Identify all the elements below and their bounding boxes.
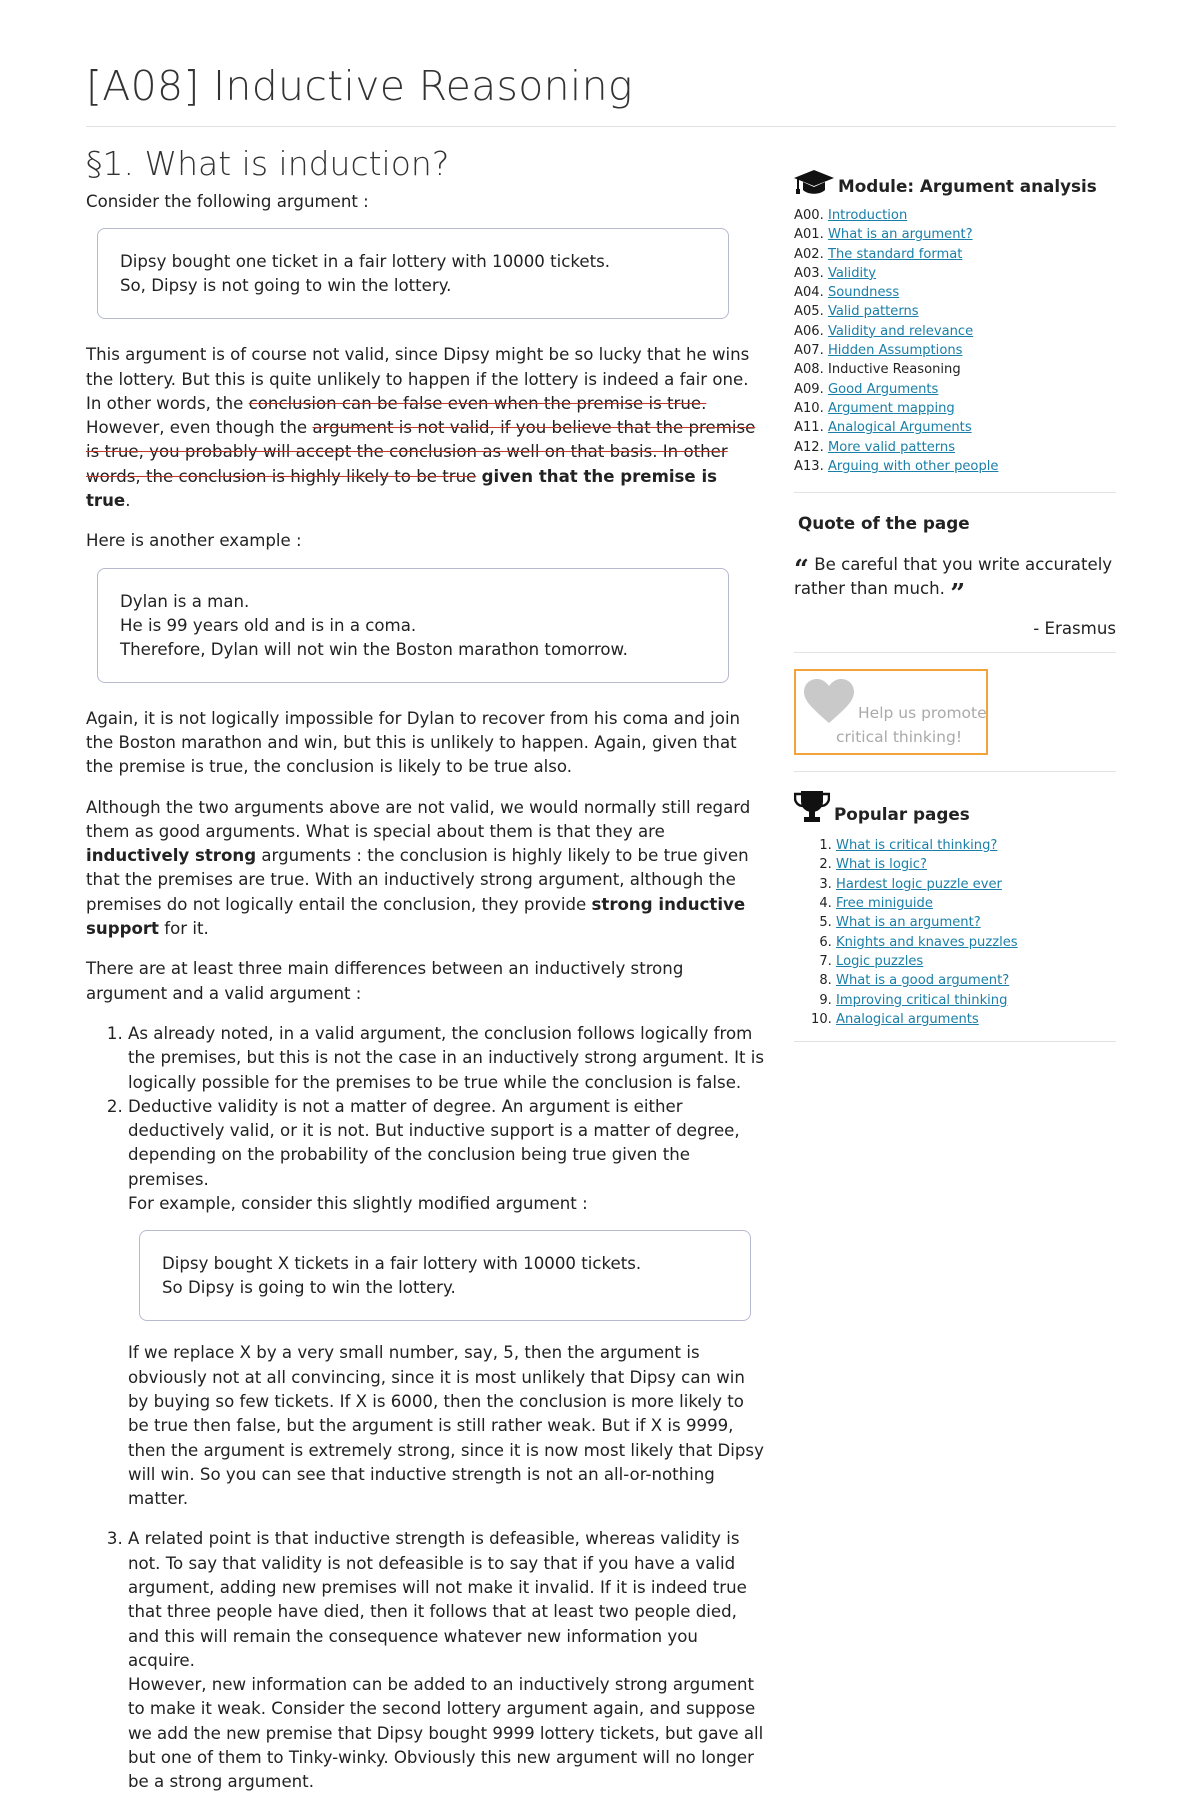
module-link[interactable]: What is an argument? (827, 227, 973, 243)
text-span: arguments : the conclusion is highly likely to be true given that the premises are true. With an inductively strong argument, although the premises do not logically entail the conclusion, they provide (86, 846, 749, 914)
module-code: A09. (794, 381, 824, 397)
list-item-text: However, new information can be added to an inductively strong argument to make it weak. Consider the second lottery argument again, and suppose we add the new premise that Dipsy bought 9999 lottery tickets, but gave all but one of them to Tinky-winky. Obviously this new argument will no longer be a strong argument. (128, 1675, 764, 1792)
list-item-text: For example, consider this slightly modified argument : (128, 1194, 588, 1214)
popular-link[interactable]: Hardest logic puzzle ever (836, 876, 1002, 892)
bold-text: given that the premise is true (86, 466, 718, 511)
page-title: [A08] Inductive Reasoning (86, 62, 633, 110)
popular-item (836, 1010, 1116, 1029)
module-code: A03. (794, 265, 824, 281)
popular-item (836, 933, 1116, 952)
list-item (128, 1022, 766, 1095)
example-line: Dylan is a man. (120, 591, 250, 611)
popular-link[interactable]: Improving critical thinking (836, 992, 1008, 1008)
module-item (794, 206, 1116, 225)
sidebar-divider (794, 492, 1116, 493)
text-span: . (125, 491, 131, 511)
popular-link[interactable]: Logic puzzles (836, 953, 924, 969)
module-item (794, 438, 1116, 457)
list-item-text: If we replace X by a very small number, say, 5, then the argument is obviously not at all convincing, since it is most unlikely that Dipsy can win by buying so few tickets. If X is 6000, then the conclusion is more likely to be true then false, but the argument is still rather weak. But if X is 9999, then the argument is extremely strong, since it is now most likely that Dipsy will win. So you can see that inductive strength is not an all-or-nothing matter. (128, 1343, 764, 1509)
module-link[interactable]: Argument mapping (827, 400, 955, 416)
module-link[interactable]: Analogical Arguments (827, 420, 972, 436)
module-link[interactable]: Validity and relevance (827, 323, 974, 339)
example-line: He is 99 years old and is in a coma. (120, 615, 417, 635)
module-code: A01. (794, 227, 824, 243)
module-item (794, 225, 1116, 244)
promo-banner[interactable] (794, 669, 988, 755)
module-code: A13. (794, 458, 824, 474)
module-link[interactable]: Good Arguments (827, 381, 939, 397)
popular-item (836, 836, 1116, 855)
text-span: This argument is of course not valid, since Dipsy might be so lucky that he wins the lottery. But this is quite unlikely to happen if the lottery is indeed a fair one. In other words, the (86, 345, 750, 413)
popular-link[interactable]: What is logic? (836, 857, 927, 873)
popular-link[interactable]: What is a good argument? (836, 973, 1010, 989)
popular-pages-list (794, 836, 1116, 1029)
module-item (794, 399, 1116, 418)
module-item (794, 302, 1116, 321)
quote-open-icon: “ (794, 555, 809, 586)
struck-text: argument is not valid, if you believe that the premise is true, you probably will accept the conclusion as well on that basis. In other words, the conclusion is highly likely to be true (86, 418, 756, 486)
module-item (794, 283, 1116, 302)
quote-heading: Quote of the page (798, 513, 970, 534)
module-code: A05. (794, 304, 824, 320)
paragraph-differences-intro: There are at least three main differences between an inductively strong argument and a valid argument : (86, 959, 684, 1003)
popular-item (836, 875, 1116, 894)
differences-list (86, 1022, 766, 1795)
list-item (128, 1527, 766, 1794)
sidebar (794, 170, 1116, 1042)
module-code: A10. (794, 400, 824, 416)
module-code: A02. (794, 246, 824, 262)
section-heading: §1. What is induction? (86, 144, 450, 183)
promo-line-2: critical thinking! (836, 728, 963, 747)
popular-item (836, 971, 1116, 990)
example-line: Dipsy bought X tickets in a fair lottery with 10000 tickets. (162, 1254, 642, 1274)
popular-heading (794, 790, 1116, 824)
example-box-1 (97, 228, 729, 319)
module-current: Inductive Reasoning (827, 362, 961, 378)
example-line: Therefore, Dylan will not win the Boston marathon tomorrow. (120, 639, 628, 659)
quote-author: - Erasmus (1033, 619, 1116, 639)
module-item (794, 360, 1116, 379)
module-code: A11. (794, 420, 824, 436)
module-heading (794, 170, 1116, 196)
popular-item (836, 952, 1116, 971)
paragraph-dylan: Again, it is not logically impossible for Dylan to recover from his coma and join the Boston marathon and win, but this is unlikely to happen. Again, given that the premise is true, the conclusion is likely to be true also. (86, 708, 741, 777)
module-link[interactable]: More valid patterns (827, 439, 956, 455)
popular-link[interactable]: Free miniguide (836, 896, 933, 912)
title-divider (86, 126, 1116, 127)
popular-link[interactable]: Analogical arguments (836, 1011, 979, 1027)
example-box-3 (139, 1230, 751, 1321)
module-code: A06. (794, 323, 824, 339)
struck-text: conclusion can be false even when the premise is true. (248, 393, 707, 413)
module-code: A00. (794, 208, 824, 223)
list-item (128, 1095, 766, 1512)
example-line: So, Dipsy is not going to win the lottery. (120, 276, 452, 296)
example-box-2 (97, 568, 729, 683)
text-span: However, even though the (86, 418, 313, 438)
module-link[interactable]: Validity (827, 265, 877, 281)
sidebar-divider (794, 652, 1116, 653)
text-span: for it. (158, 919, 209, 939)
sidebar-divider (794, 771, 1116, 772)
module-link[interactable]: Soundness (827, 285, 900, 301)
module-item (794, 457, 1116, 476)
sidebar-divider (794, 1041, 1116, 1042)
module-item (794, 341, 1116, 360)
popular-item (836, 913, 1116, 932)
module-code: A04. (794, 285, 824, 301)
module-code: A08. (794, 362, 824, 378)
trophy-icon (794, 790, 830, 824)
popular-link[interactable]: Knights and knaves puzzles (836, 934, 1018, 950)
graduation-cap-icon (794, 170, 834, 196)
popular-item (836, 991, 1116, 1010)
paragraph-validity (86, 343, 766, 513)
popular-link[interactable]: What is critical thinking? (836, 838, 998, 854)
example-line: So Dipsy is going to win the lottery. (162, 1278, 456, 1298)
popular-item (836, 855, 1116, 874)
bold-text: strong inductive support (86, 894, 746, 939)
list-item-text: 2. Deductive validity is not a matter of degree. An argument is either deductively valid, or it is not. But inductive support is a matter of degree, depending on the probability of the conclusion being true given the premises. (128, 1096, 740, 1189)
text-span: Although the two arguments above are not valid, we would normally still regard them as good arguments. What is special about them is that they are (86, 797, 751, 841)
list-item-text: As already noted, in a valid argument, the conclusion follows logically from the premises, but this is not the case in an inductively strong argument. It is logically possible for the premises to be true while the conclusion is false. (128, 1023, 765, 1092)
main-content (86, 142, 766, 1795)
module-item (794, 322, 1116, 341)
module-nav (794, 206, 1116, 476)
quote-close-icon: ” (950, 579, 966, 610)
bold-text: inductively strong (86, 846, 257, 866)
popular-title: Popular pages (834, 804, 970, 825)
module-link[interactable]: The standard format (827, 246, 963, 262)
module-title: Module: Argument analysis (838, 176, 1097, 196)
module-item (794, 264, 1116, 283)
module-link[interactable]: Valid patterns (827, 304, 919, 320)
intro-text: Consider the following argument : (86, 192, 369, 211)
another-example-text: Here is another example : (86, 531, 302, 551)
module-link[interactable]: Introduction (827, 208, 908, 223)
promo-line-1: Help us promote (858, 704, 987, 723)
module-link[interactable]: Arguing with other people (827, 458, 999, 474)
paragraph-inductive-strength (86, 796, 766, 942)
module-code: A12. (794, 439, 824, 455)
list-item-text: 3. A related point is that inductive strength is defeasible, whereas validity is not. To say that validity is not defeasible is to say that if you have a valid argument, adding new premises will not make it invalid. If it is indeed true that three people have died, then it follows that at least two people died, and this will remain the consequence whatever new information you acquire. (128, 1529, 747, 1670)
module-item (794, 418, 1116, 437)
quote (794, 553, 1116, 610)
quote-text: Be careful that you write accurately rather than much. (794, 555, 1113, 599)
module-item (794, 245, 1116, 264)
module-code: A07. (794, 343, 824, 359)
example-line: Dipsy bought one ticket in a fair lottery with 10000 tickets. (120, 252, 610, 272)
module-link[interactable]: Hidden Assumptions (827, 343, 963, 359)
popular-item (836, 894, 1116, 913)
popular-link[interactable]: What is an argument? (836, 915, 981, 931)
module-item (794, 380, 1116, 399)
